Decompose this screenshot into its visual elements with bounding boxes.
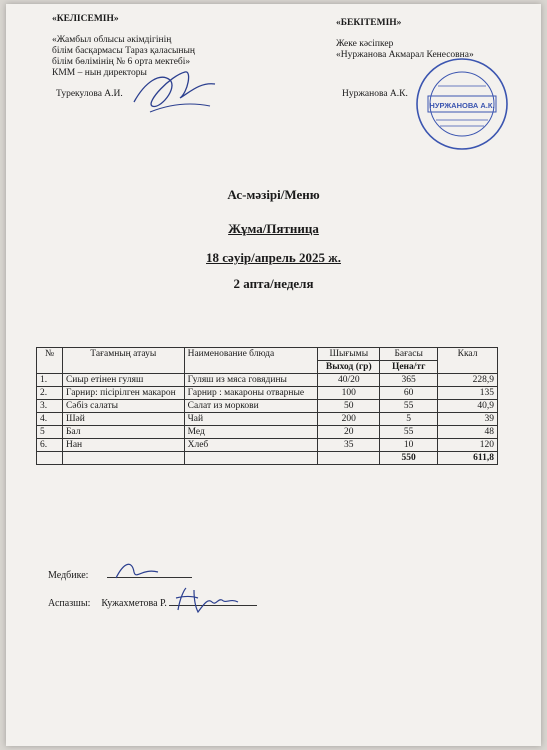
table-row [37,439,498,452]
table-row [37,426,498,439]
nurse-label: Медбике: [48,570,89,581]
row-name-ru: Хлеб [184,439,318,452]
left-header-line: «Жамбыл облысы әкімдігінің [52,35,172,45]
date-title: 18 сәуір/апрель 2025 ж. [206,250,341,265]
row-num: 1. [37,374,63,387]
header-yield-ru: Выход (гр) [318,361,380,374]
nurse-signature-icon [112,558,162,584]
header-price-kz: Бағасы [380,348,438,361]
header-num: № [37,348,63,374]
total-price: 550 [380,452,438,465]
row-num: 2. [37,387,63,400]
row-kcal: 40,9 [438,400,498,413]
row-name-ru: Гарнир : макароны отварные [184,387,318,400]
total-kcal: 611,8 [438,452,498,465]
row-name-ru: Гуляш из мяса говядины [184,374,318,387]
left-signer-name: Турекулова А.И. [56,89,123,99]
row-name-kz: Сиыр етінен гуляш [62,374,184,387]
company-stamp-icon [414,56,510,152]
row-name-kz: Нан [62,439,184,452]
approved-title: «БЕКІТЕМІН» [336,18,402,28]
row-price: 10 [380,439,438,452]
row-price: 365 [380,374,438,387]
right-header-line: Жеке кәсіпкер [336,39,394,49]
row-yield: 40/20 [318,374,380,387]
header-name-ru: Наименование блюда [184,348,318,374]
cook-label: Аспазшы: [48,598,91,609]
row-name-ru: Мед [184,426,318,439]
table-row [37,400,498,413]
row-yield: 50 [318,400,380,413]
right-signer-name: Нуржанова А.К. [342,89,408,99]
table-row [37,374,498,387]
row-num: 4. [37,413,63,426]
stamp-text: НУРЖАНОВА А.К. [429,101,495,110]
row-num: 5 [37,426,63,439]
right-header-line: «Нуржанова Акмарал Кенесовна» [336,50,474,60]
day-title: Жұма/Пятница [228,221,319,236]
row-kcal: 135 [438,387,498,400]
row-num: 6. [37,439,63,452]
left-header-line: білім басқармасы Тараз қаласының [52,46,195,56]
row-price: 5 [380,413,438,426]
left-header-line: КММ – нын директоры [52,68,147,78]
row-yield: 20 [318,426,380,439]
row-name-ru: Салат из моркови [184,400,318,413]
row-price: 55 [380,426,438,439]
row-kcal: 48 [438,426,498,439]
cook-name: Кужахметова Р. [101,598,167,609]
table-row [37,387,498,400]
agreed-title: «КЕЛІСЕМІН» [52,14,119,24]
menu-title: Ас-мәзірі/Меню [227,187,320,202]
table-header-row [37,348,498,361]
left-header-line: білім бөлімінің № 6 орта мектебі» [52,57,191,67]
header-name-kz: Тағамның атауы [62,348,184,374]
row-name-ru: Чай [184,413,318,426]
menu-table [36,347,498,465]
row-kcal: 120 [438,439,498,452]
row-name-kz: Шәй [62,413,184,426]
row-price: 60 [380,387,438,400]
row-yield: 35 [318,439,380,452]
row-yield: 200 [318,413,380,426]
table-row [37,413,498,426]
row-price: 55 [380,400,438,413]
row-name-kz: Гарнир: пісірілген макарон [62,387,184,400]
header-kcal: Ккал [438,348,498,374]
row-kcal: 39 [438,413,498,426]
table-total-row [37,452,498,465]
row-name-kz: Сәбіз салаты [62,400,184,413]
week-title: 2 апта/неделя [233,276,314,291]
row-name-kz: Бал [62,426,184,439]
header-price-ru: Цена/тг [380,361,438,374]
row-num: 3. [37,400,63,413]
header-yield-kz: Шығымы [318,348,380,361]
row-yield: 100 [318,387,380,400]
cook-signature-icon [172,584,244,618]
row-kcal: 228,9 [438,374,498,387]
director-signature-icon [130,62,220,120]
